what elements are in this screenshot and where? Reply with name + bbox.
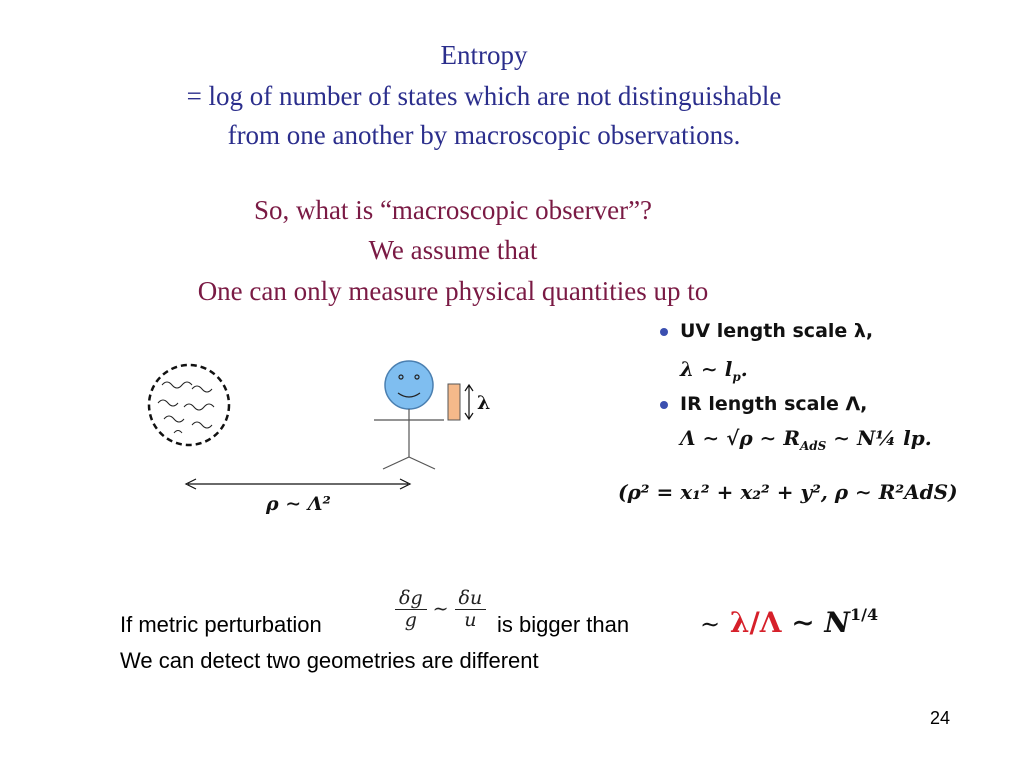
heading-line2: = log of number of states which are not distinguishable	[186, 81, 782, 111]
rho-relation: (ρ² = x₁² + x₂² + y², ρ ∼ R²AdS)	[618, 480, 958, 504]
bigger-than-text: is bigger than	[497, 612, 630, 637]
wiggle-line	[158, 400, 178, 406]
if-metric-text: If metric perturbation	[120, 612, 322, 637]
heading-line1: Entropy	[440, 40, 528, 70]
question-line2: We assume that	[368, 235, 538, 265]
ratio-expression: ∼ λ/Λ ∼ $N^{1/4}$	[700, 605, 879, 639]
bullet-dot	[660, 328, 668, 336]
lambda-label: λ	[477, 392, 491, 414]
fraction-delta-g: $\frac{\delta g}{g}$	[395, 588, 427, 631]
wiggle-line	[164, 416, 184, 422]
distance-label: ρ ∼ Λ²	[266, 493, 331, 515]
measuring-rod	[448, 384, 460, 420]
observer-head	[385, 361, 433, 409]
detect-text: We can detect two geometries are different	[120, 648, 539, 673]
question-line3: One can only measure physical quantities up to	[197, 276, 709, 306]
heading-line3: from one another by macroscopic observations.	[227, 120, 741, 150]
wiggle-line	[192, 422, 212, 428]
ir-title: IR length scale Λ,	[680, 393, 868, 415]
observer-diagram	[130, 345, 510, 520]
question-line1: So, what is “macroscopic observer”?	[253, 195, 653, 225]
observer-leg	[383, 457, 409, 469]
wiggle-line	[174, 431, 182, 434]
bullet-dot	[660, 401, 668, 409]
wiggle-line	[192, 386, 212, 392]
ratio-lambda: λ/Λ	[729, 606, 782, 639]
uv-title: UV length scale λ,	[680, 320, 874, 342]
page-number: 24	[930, 708, 951, 728]
wiggle-line	[184, 404, 214, 410]
perturbation-expression	[395, 588, 486, 631]
blob-circle	[149, 365, 229, 445]
uv-formula: λ ∼ $l_p$.	[680, 357, 748, 384]
wiggle-line	[162, 382, 192, 388]
ir-formula: Λ ∼ √ρ ∼ $R_{AdS}$ ∼ N¼ lp.	[680, 426, 932, 453]
sim-symbol: ∼	[432, 598, 449, 621]
observer-leg	[409, 457, 435, 469]
fraction-delta-u: $\frac{\delta u}{u}$	[455, 588, 487, 631]
